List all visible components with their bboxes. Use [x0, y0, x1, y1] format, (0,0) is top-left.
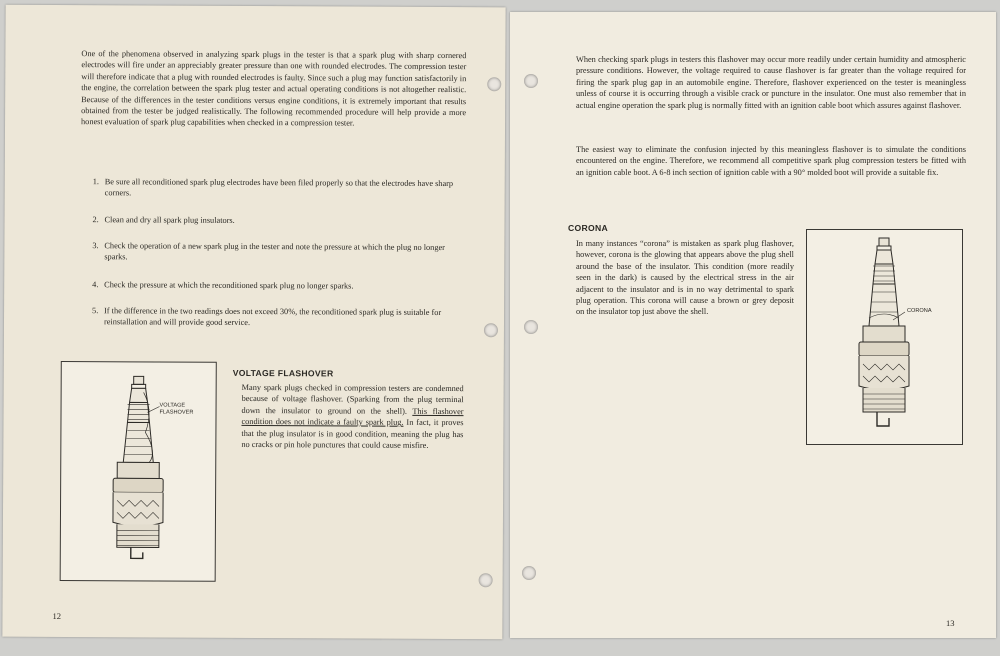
figure-label-corona: CORONA: [907, 308, 932, 314]
flashover-underlined-text: This flashover condition does not indicate a faulty spark plug.: [241, 406, 464, 428]
flashover-conditions-paragraph: When checking spark plugs in testers this flashover may occur more readily under certain humidity and atmospheric pressure conditions. However, the voltage required to cause flashover is far greater than the voltage required for firing the spark plug gap in an automobile engine. Therefore, flashover experienced on the tester is meaningless unless of course it is occurring through a visible crack or puncture in the insulator. One must also remember that in actual engine operation the spark plug is normally fitted with an ignition cable boot which assures against flashover.: [576, 55, 966, 110]
right-page: [510, 12, 996, 638]
corona-text: In many instances “corona” is mistaken as spark plug flashover, however, corona is the glowing that appears above the plug shell around the base of the insulator. This condition (more readily seen in the dark) is caused by the electrical stress in the air adjacent to the insulator and is in no way detrimental to spark plug operation. This corona will cause a brown or grey deposit on the insulator top just above the shell.: [576, 239, 794, 317]
binder-hole: [479, 573, 493, 587]
spark-plug-illustration: [61, 362, 216, 581]
step-text: Check the pressure at which the reconditioned spark plug no longer sparks.: [104, 280, 354, 291]
step-number: 1.: [92, 177, 99, 187]
step-text: Clean and dry all spark plug insulators.: [104, 215, 235, 225]
voltage-flashover-text: [241, 382, 463, 452]
intro-paragraph: One of the phenomena observed in analyzing spark plugs in the tester is that a spark plug with sharp cornered electrodes will fire under an appreciably greater pressure than one with rounded electrodes. The compression tester will therefore indicate that a plug with rounded electrodes is faulty. Since such a plug may function satisfactorily in the engine, the correlation between the spark plug tester and actual operating conditions is not altogether realistic. Because of the differences in the tester conditions versus engine conditions, it is extremely important that results obtained from the tester be judged realistically. The following recommended procedure will help provide a more honest evaluation of spark plug capabilities when checked in a compression tester.: [81, 49, 467, 128]
voltage-flashover-heading: VOLTAGE FLASHOVER: [232, 367, 334, 379]
figure-label-flashover: FLASHOVER: [159, 409, 194, 416]
list-item: [92, 279, 466, 292]
step-text: If the difference in the two readings does not exceed 30%, the reconditioned spark plug is suitable for reinstallation and will provide good service.: [103, 306, 442, 328]
boot-recommendation-paragraph: The easiest way to eliminate the confusion injected by this meaningless flashover is to simulate the conditions encountered on the engine. Therefore, we recommend all competitive spark plug compression testers be fitted with an ignition cable boot. A 6-8 inch section of ignition cable with a 90° molded boot will provide a suitable fix.: [576, 145, 966, 177]
binder-hole: [484, 323, 498, 337]
page-number-right: 13: [946, 618, 955, 628]
step-number: 5.: [92, 306, 99, 316]
list-item: [92, 240, 466, 265]
step-text: Check the operation of a new spark plug in the tester and note the pressure at which the plug no longer sparks.: [104, 241, 445, 262]
flashover-text-part-b: In fact, it proves that the plug insulator is in good condition, meaning the plug has no cracks or pin hole punctures that could cause misfire.: [241, 418, 464, 450]
corona-heading: CORONA: [568, 223, 608, 233]
spark-plug-illustration: [807, 230, 962, 444]
binder-hole: [487, 77, 501, 91]
figure-label-voltage: VOLTAGE: [159, 402, 186, 409]
voltage-flashover-figure: [60, 361, 217, 582]
binder-hole: [524, 74, 538, 88]
step-text: Be sure all reconditioned spark plug electrodes have been filed properly so that the electrodes have sharp corners.: [104, 177, 454, 198]
flashover-text-part-a: Many spark plugs checked in compression testers are condemned because of voltage flashover. (Sparking from the plug terminal down the insulator to ground on the shell).: [241, 382, 464, 416]
step-number: 3.: [92, 241, 99, 251]
binder-hole: [522, 566, 536, 580]
step-number: 2.: [92, 215, 99, 225]
left-page: [2, 5, 505, 640]
binder-hole: [524, 320, 538, 334]
list-item: [93, 214, 467, 227]
corona-figure: [806, 229, 963, 445]
step-number: 4.: [92, 280, 99, 290]
list-item: [93, 176, 467, 201]
page-number-left: 12: [52, 610, 61, 621]
list-item: [92, 305, 466, 330]
